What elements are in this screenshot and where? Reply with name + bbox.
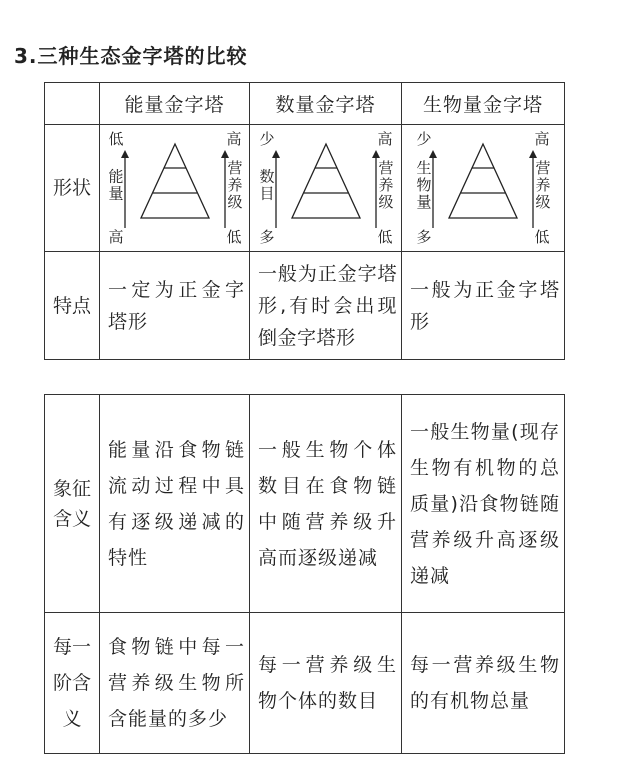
step-row — [45, 613, 565, 754]
right-axis-label: 级 — [226, 193, 243, 211]
left-axis-label: 能 — [107, 167, 124, 186]
feature-row — [45, 252, 565, 360]
left-axis-label: 目 — [258, 184, 275, 203]
header-biomass: 生物量金字塔 — [402, 83, 565, 125]
bottom-left-label: 多 — [416, 228, 432, 246]
section-title: 3.三种生态金字塔的比较 — [14, 44, 248, 68]
right-axis-label: 养 — [377, 176, 394, 194]
right-axis-label: 级 — [535, 193, 551, 211]
shape-row — [45, 125, 565, 252]
left-axis-label: 量 — [107, 184, 124, 203]
top-left-label: 少 — [416, 130, 432, 148]
symbol-label: 象征含义 — [45, 395, 100, 613]
right-arrow-head — [529, 150, 537, 158]
right-axis-label: 养 — [535, 176, 551, 194]
right-axis-label: 营 — [377, 159, 394, 177]
step-energy: 食物链中每一营养级生物所含能量的多少 — [100, 613, 250, 754]
biomass-pyramid-cell — [402, 125, 565, 252]
left-arrow-head — [272, 150, 280, 158]
pyramid-outline — [141, 144, 209, 218]
corner-cell — [45, 83, 100, 125]
number-pyramid-diagram — [256, 128, 396, 248]
energy-pyramid-diagram — [105, 128, 245, 248]
symbol-energy: 能量沿食物链流动过程中具有逐级递减的特性 — [100, 395, 250, 613]
feature-number: 一般为正金字塔形,有时会出现倒金字塔形 — [250, 252, 402, 360]
step-number: 每一营养级生物个体的数目 — [250, 613, 402, 754]
energy-pyramid-cell — [100, 125, 250, 252]
feature-label: 特点 — [45, 252, 100, 360]
left-axis-label: 数 — [258, 167, 275, 186]
right-arrow-head — [221, 150, 229, 158]
pyramid-outline — [449, 144, 517, 218]
shape-label: 形状 — [45, 125, 100, 252]
symbol-row — [45, 395, 565, 613]
pyramid-outline — [292, 144, 360, 218]
header-row — [45, 83, 565, 125]
number-pyramid-cell — [250, 125, 402, 252]
left-axis-label: 生 — [416, 159, 432, 177]
bottom-right-label: 低 — [376, 228, 393, 246]
right-arrow-head — [372, 150, 380, 158]
left-axis-label: 物 — [416, 176, 432, 194]
step-biomass: 每一营养级生物的有机物总量 — [402, 613, 565, 754]
biomass-pyramid-diagram — [413, 128, 553, 248]
left-arrow-head — [121, 150, 129, 158]
symbol-biomass: 一般生物量(现存生物有机物的总质量)沿食物链随营养级升高逐级递减 — [402, 395, 565, 613]
meaning-table — [44, 394, 565, 754]
pyramid-comparison-table — [44, 82, 565, 360]
left-axis-label: 量 — [416, 193, 432, 211]
top-left-label: 少 — [258, 130, 275, 148]
right-axis-label: 级 — [377, 193, 394, 211]
left-arrow-head — [429, 150, 437, 158]
top-right-label: 高 — [534, 130, 550, 148]
top-right-label: 高 — [376, 130, 393, 148]
top-left-label: 低 — [107, 130, 124, 148]
step-label: 每一阶含义 — [45, 613, 100, 754]
symbol-number: 一般生物个体数目在食物链中随营养级升高而逐级递减 — [250, 395, 402, 613]
header-number: 数量金字塔 — [250, 83, 402, 125]
right-axis-label: 营 — [226, 159, 243, 177]
feature-biomass: 一般为正金字塔形 — [402, 252, 565, 360]
feature-energy: 一定为正金字塔形 — [100, 252, 250, 360]
bottom-left-label: 高 — [107, 228, 124, 246]
bottom-right-label: 低 — [225, 228, 242, 246]
bottom-left-label: 多 — [258, 228, 275, 246]
right-axis-label: 养 — [226, 176, 243, 194]
right-axis-label: 营 — [535, 159, 551, 177]
top-right-label: 高 — [225, 130, 242, 148]
bottom-right-label: 低 — [534, 228, 550, 246]
header-energy: 能量金字塔 — [100, 83, 250, 125]
